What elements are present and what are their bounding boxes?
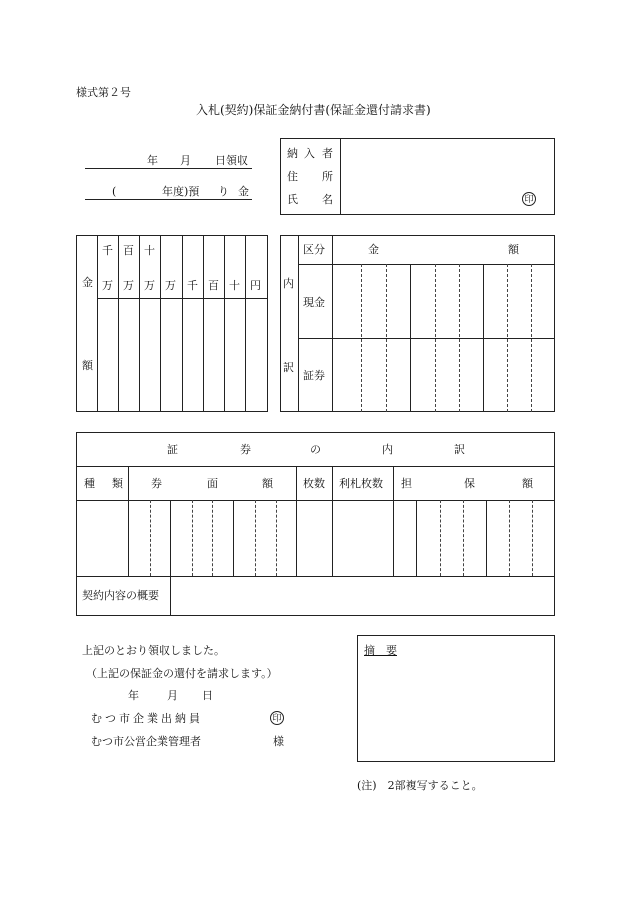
col-face-value: 額 — [262, 477, 273, 490]
digit-bottom: 千 — [187, 279, 198, 292]
securities-title-char: 証 — [167, 443, 178, 456]
fiscal-year-label: 年度)預 — [162, 185, 200, 198]
kin-label: 金 — [238, 185, 249, 198]
address-char: 住 — [287, 170, 298, 183]
sign-day: 日 — [202, 689, 213, 702]
copy-note: (注) 2部複写すること。 — [357, 779, 483, 792]
digit-thousand-top: 千 — [102, 244, 113, 257]
digit-bottom: 万 — [165, 279, 176, 292]
day-received-label: 日領収 — [215, 154, 248, 167]
received-statement: 上記のとおり領収しました。 — [82, 644, 225, 657]
officer-label: むつ市企業出納員 — [91, 712, 203, 725]
col-collateral: 額 — [522, 477, 533, 490]
year-label: 年 — [147, 154, 158, 167]
col-collateral: 担 — [401, 477, 412, 490]
payer-char: 入 — [304, 147, 315, 160]
row-cash-label: 現金 — [303, 296, 325, 309]
sign-year: 年 — [128, 689, 139, 702]
securities-title-char: 内 — [382, 443, 393, 456]
col-collateral: 保 — [464, 477, 475, 490]
securities-title-char: の — [310, 443, 321, 456]
form-title: 入札(契約)保証金納付書(保証金還付請求書) — [196, 103, 431, 117]
header-gaku: 額 — [508, 243, 519, 256]
digit-ten-top: 十 — [144, 244, 155, 257]
digit-bottom: 円 — [250, 279, 261, 292]
name-char: 名 — [322, 193, 333, 206]
digit-bottom: 万 — [102, 279, 113, 292]
address-char: 所 — [322, 170, 333, 183]
form-number: 様式第２号 — [76, 86, 131, 99]
payer-char: 納 — [287, 147, 298, 160]
amount-label-top: 金 — [82, 276, 93, 289]
digit-bottom: 百 — [208, 279, 219, 292]
amount-table — [76, 235, 268, 412]
col-kind: 類 — [112, 477, 123, 490]
col-kind: 種 — [84, 477, 95, 490]
payer-seal-icon: 印 — [522, 192, 536, 206]
digit-bottom: 万 — [144, 279, 155, 292]
paren-open: ( — [112, 185, 117, 198]
sama-label: 様 — [273, 735, 284, 748]
breakdown-side-bottom: 訳 — [283, 361, 294, 374]
col-count: 枚数 — [303, 477, 325, 490]
digit-bottom: 十 — [229, 279, 240, 292]
securities-title-char: 券 — [240, 443, 251, 456]
remarks-title: 摘 要 — [364, 644, 397, 657]
manager-label: むつ市公営企業管理者 — [91, 735, 201, 748]
breakdown-side-top: 内 — [283, 277, 294, 290]
securities-title-char: 訳 — [454, 443, 465, 456]
digit-bottom: 万 — [123, 279, 134, 292]
name-char: 氏 — [287, 193, 298, 206]
officer-seal-icon: 印 — [270, 711, 284, 725]
refund-request-statement: （上記の保証金の還付を請求します。） — [86, 667, 278, 680]
payer-char: 者 — [322, 147, 333, 160]
header-kin: 金 — [368, 243, 379, 256]
month-label: 月 — [180, 154, 191, 167]
col-face-value: 面 — [207, 477, 218, 490]
digit-hundred-top: 百 — [123, 244, 134, 257]
sign-month: 月 — [167, 689, 178, 702]
contract-summary-label: 契約内容の概要 — [82, 589, 159, 602]
col-coupon-count: 利札枚数 — [339, 477, 383, 490]
amount-label-bottom: 額 — [82, 359, 93, 372]
breakdown-table — [280, 235, 555, 412]
ri-label: り — [218, 185, 229, 198]
row-securities-label: 証券 — [303, 369, 325, 382]
col-face-value: 券 — [151, 477, 162, 490]
header-kubun: 区分 — [303, 243, 325, 256]
